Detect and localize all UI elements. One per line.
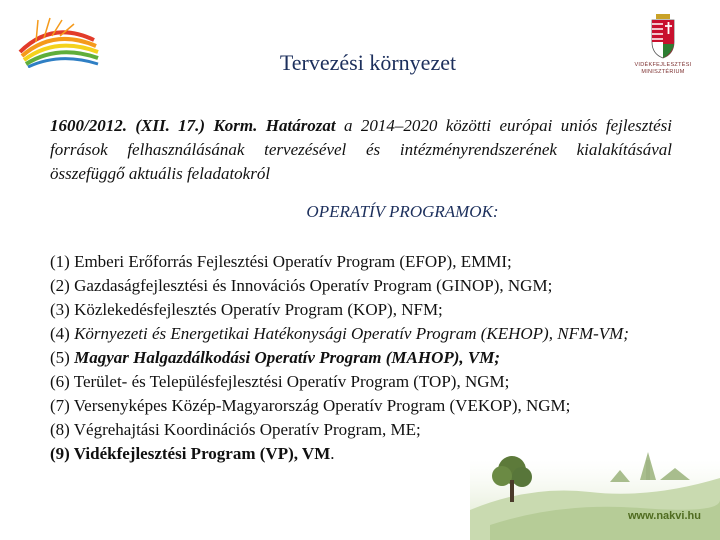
program-number: (4) [50, 324, 75, 343]
program-number: (5) [50, 348, 75, 367]
program-title: (9) Vidékfejlesztési Program (VP), VM [50, 444, 331, 463]
program-item [50, 322, 670, 346]
decree-paragraph [50, 114, 672, 186]
page-title: Tervezési környezet [279, 50, 457, 75]
ministry-logo-line-2: MINISZTÉRIUM [641, 69, 685, 75]
program-item: (6) Terület- és Településfejlesztési Operatív Program (TOP), NGM; [50, 372, 510, 391]
program-suffix: . [330, 444, 335, 463]
program-item [50, 346, 670, 370]
footer-website-link[interactable]: www.nakvi.hu [628, 510, 701, 522]
program-item: (3) Közlekedésfejlesztés Operatív Program (KOP), NFM; [50, 300, 443, 319]
decree-text: a 2014–2020 közötti európai uniós fejlesztési források felhasználásának tervezésével és intézményrendszerének kialakításával összefüggő aktuális feladatokról [50, 116, 672, 183]
programs-heading: OPERATÍV PROGRAMOK: [306, 202, 499, 221]
program-item: (7) Versenyképes Közép-Magyarország Operatív Program (VEKOP), NGM; [50, 396, 571, 415]
program-item: (2) Gazdaságfejlesztési és Innovációs Operatív Program (GINOP), NGM; [50, 276, 553, 295]
program-title: Környezeti és Energetikai Hatékonysági Operatív Program (KEHOP), NFM-VM; [74, 324, 629, 343]
program-item: (1) Emberi Erőforrás Fejlesztési Operatív Program (EFOP), EMMI; [50, 252, 512, 271]
landscape-image [470, 430, 720, 540]
program-item: (8) Végrehajtási Koordinációs Operatív Program, ME; [50, 420, 421, 439]
program-title: Magyar Halgazdálkodási Operatív Program (MAHOP), VM; [74, 348, 501, 367]
decree-reference: 1600/2012. (XII. 17.) Korm. Határozat [50, 116, 336, 135]
ministry-logo-line-1: VIDÉKFEJLESZTÉSI [634, 62, 692, 68]
